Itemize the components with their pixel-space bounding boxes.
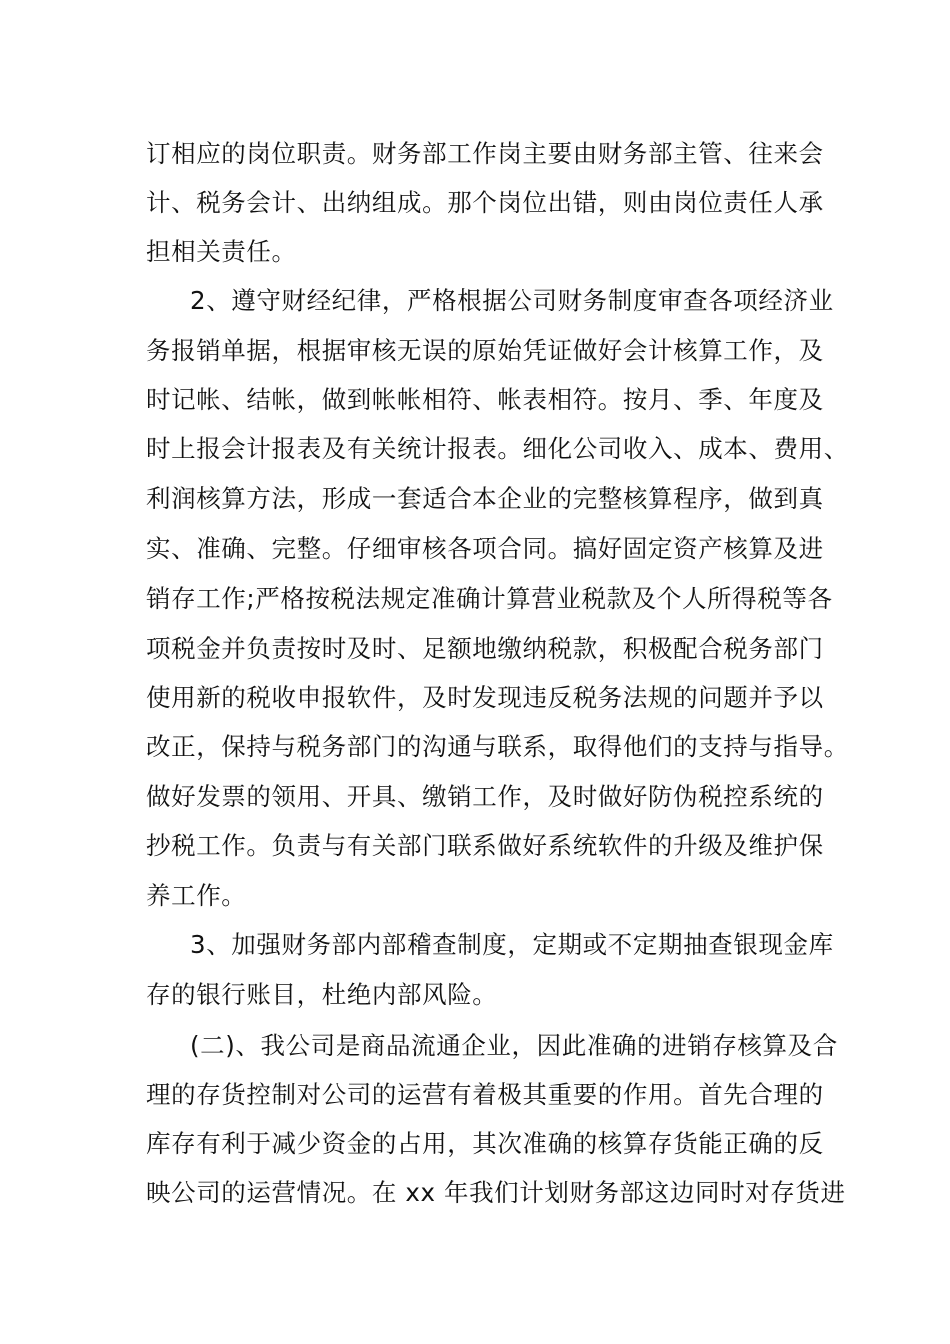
text-line: 3、加强财务部内部稽查制度，定期或不定期抽查银现金库 [190,930,834,959]
text-line: 抄税工作。负责与有关部门联系做好系统软件的升级及维护保 [146,831,824,860]
text-line: 订相应的岗位职责。财务部工作岗主要由财务部主管、往来会 [146,139,824,168]
text-line: 时记帐、结帐，做到帐帐相符、帐表相符。按月、季、年度及 [146,385,824,414]
text-line: 做好发票的领用、开具、缴销工作，及时做好防伪税控系统的 [146,782,824,811]
text-line: 改正，保持与税务部门的沟通与联系，取得他们的支持与指导。 [146,732,849,761]
text-line: 2、遵守财经纪律，严格根据公司财务制度审查各项经济业 [190,286,834,315]
text-line: 利润核算方法，形成一套适合本企业的完整核算程序，做到真 [146,484,824,513]
text-line: 实、准确、完整。仔细审核各项合同。搞好固定资产核算及进 [146,534,824,563]
text-line: 理的存货控制对公司的运营有着极其重要的作用。首先合理的 [146,1080,824,1109]
text-line: 存的银行账目，杜绝内部风险。 [146,980,498,1009]
text-line: 时上报会计报表及有关统计报表。细化公司收入、成本、费用、 [146,434,849,463]
text-line: 销存工作;严格按税法规定准确计算营业税款及个人所得税等各 [146,584,833,613]
text-line: 养工作。 [146,881,247,910]
text-line: 库存有利于减少资金的占用，其次准确的核算存货能正确的反 [146,1129,824,1158]
text-line: 项税金并负责按时及时、足额地缴纳税款，积极配合税务部门 [146,634,824,663]
text-line: 使用新的税收申报软件，及时发现违反税务法规的问题并予以 [146,683,824,712]
text-line: 映公司的运营情况。在 xx 年我们计划财务部这边同时对存货进 [146,1178,846,1207]
text-line: 务报销单据，根据审核无误的原始凭证做好会计核算工作，及 [146,336,824,365]
text-line: (二)、我公司是商品流通企业，因此准确的进销存核算及合 [190,1031,838,1060]
text-line: 计、税务会计、出纳组成。那个岗位出错，则由岗位责任人承 [146,188,824,217]
text-line: 担相关责任。 [146,237,297,266]
